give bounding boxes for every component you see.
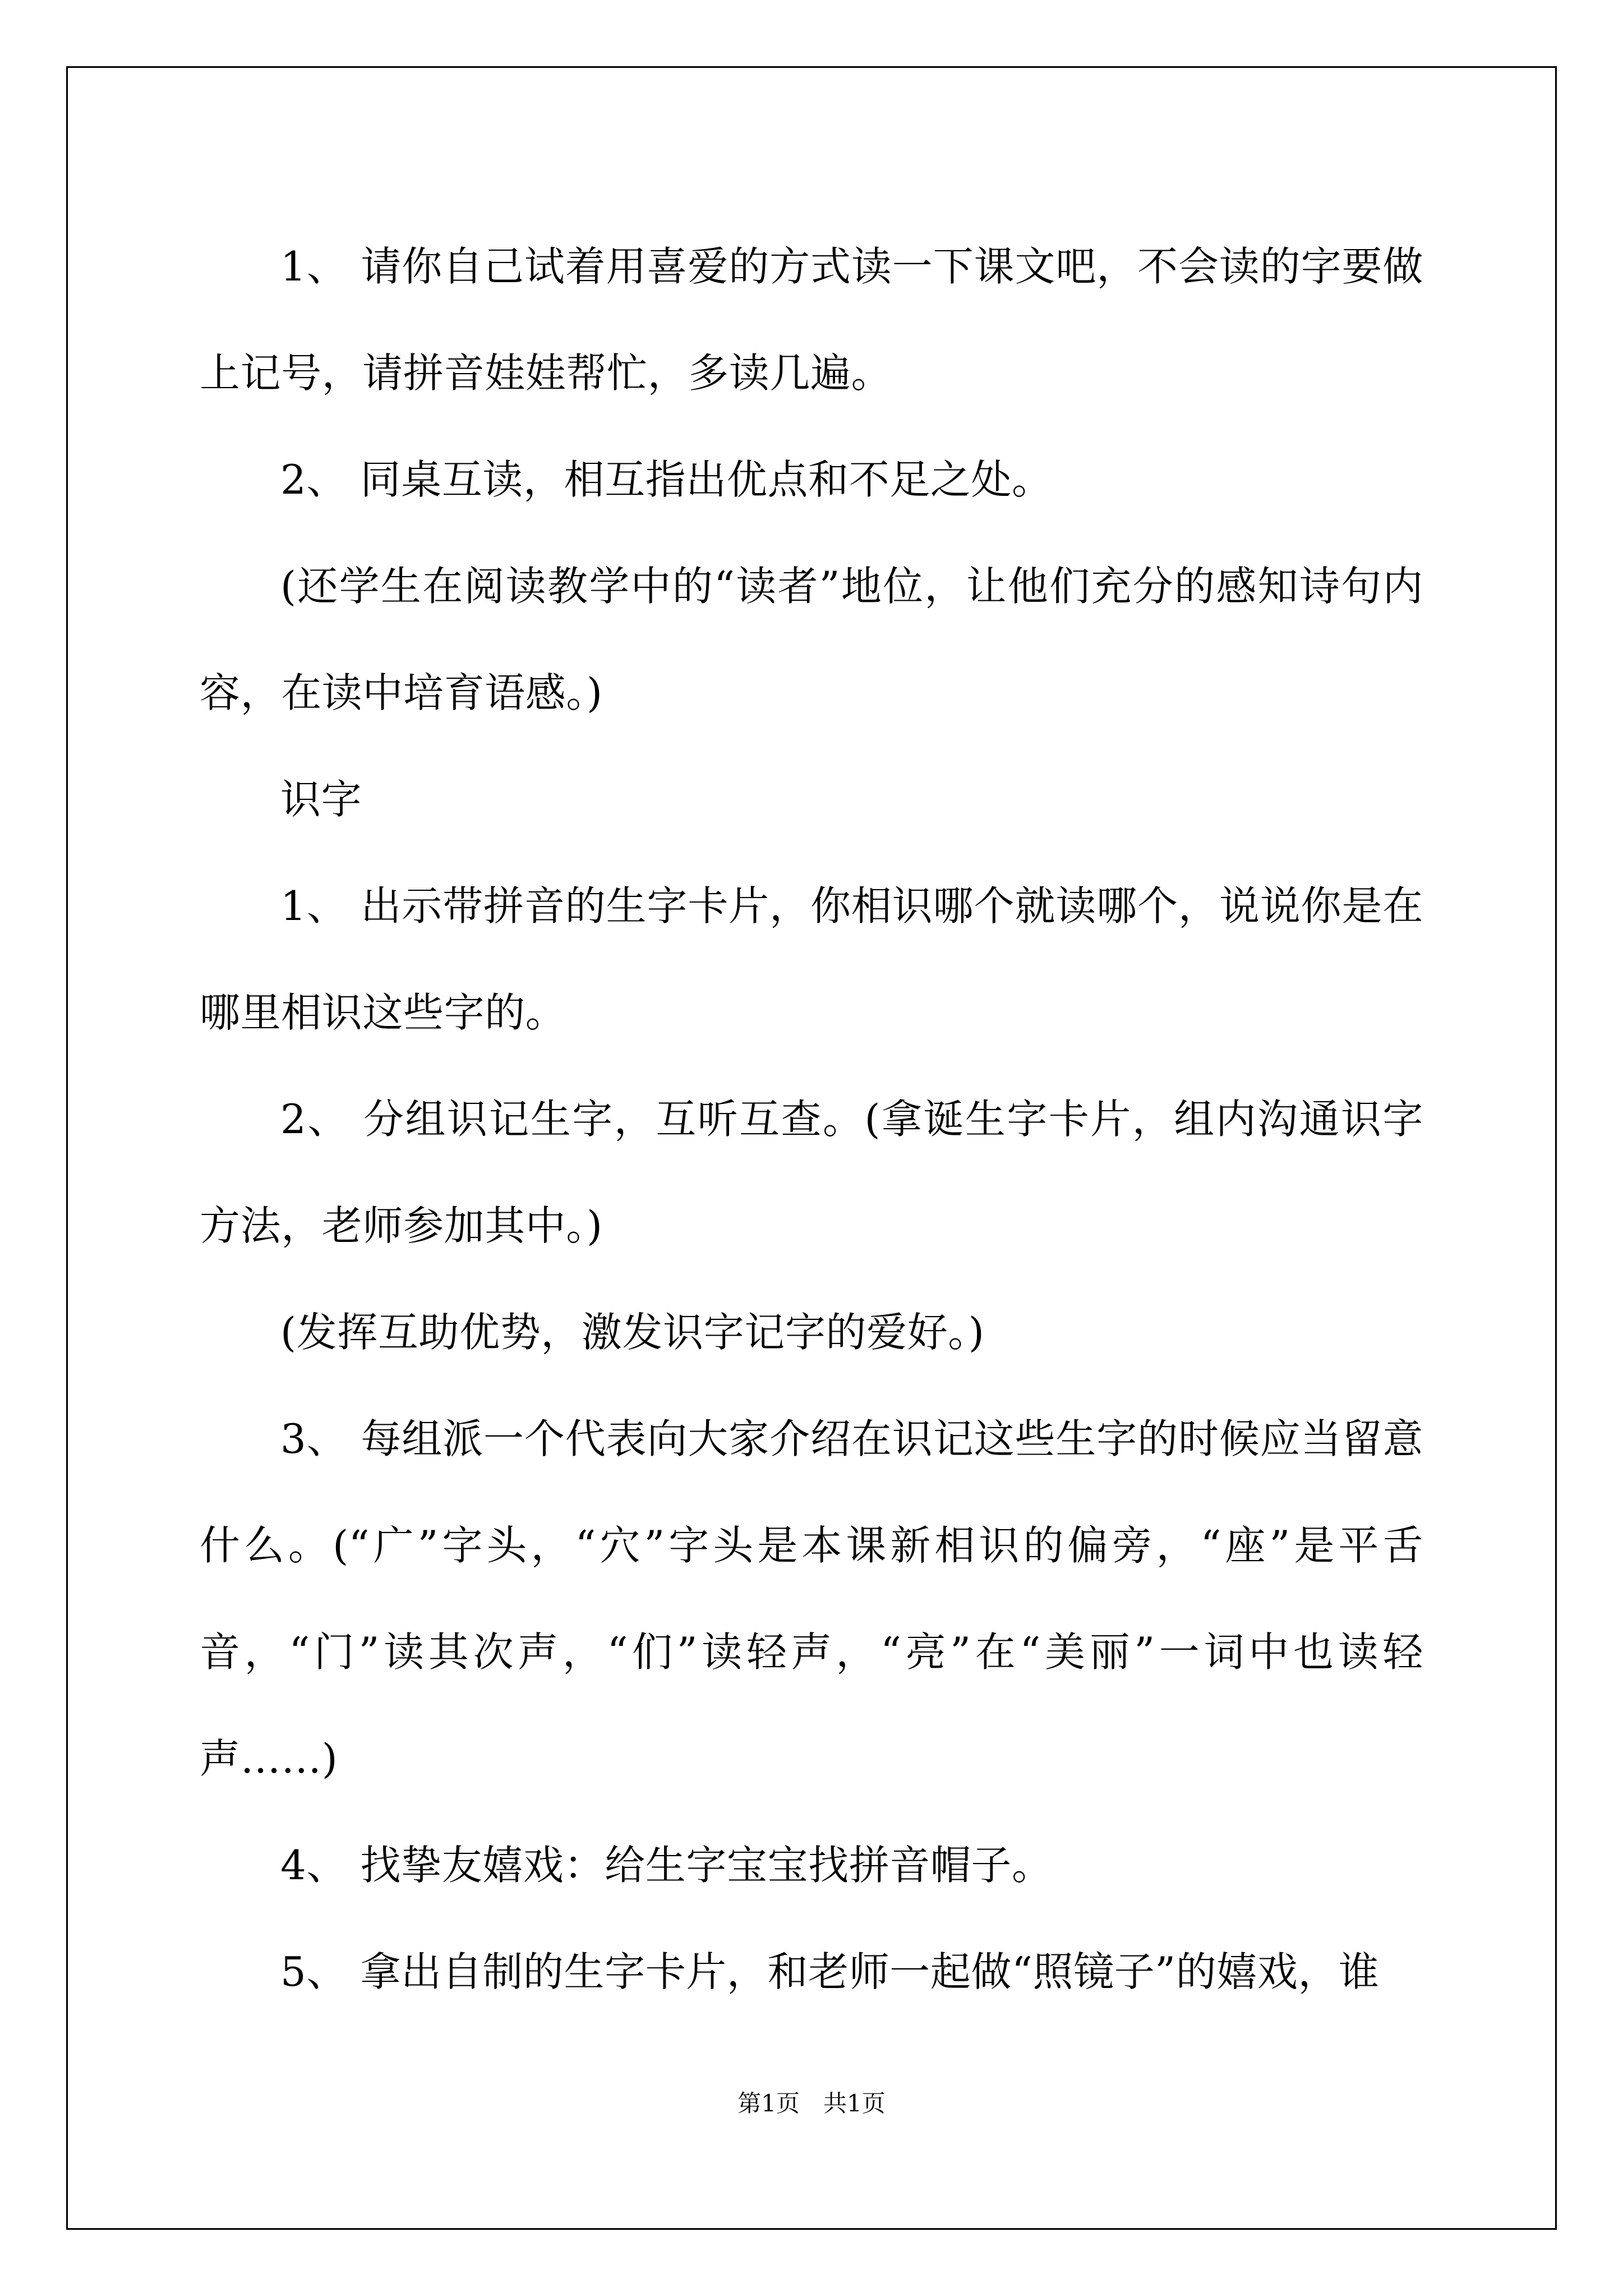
paragraph: 1、 请你自己试着用喜爱的方式读一下课文吧，不会读的字要做上记号，请拼音娃娃帮忙，多读几遍。 [200, 243, 1423, 397]
paragraph: (发挥互助优势，激发识字记字的爱好。) [280, 1309, 985, 1356]
paragraph: 4、 找挚友嬉戏：给生字宝宝找拼音帽子。 [280, 1842, 1053, 1889]
paragraph: 1、 出示带拼音的生字卡片，你相识哪个就读哪个，说说你是在哪里相识这些字的。 [200, 882, 1423, 1036]
paragraph: 2、 同桌互读，相互指出优点和不足之处。 [280, 456, 1053, 503]
paragraph: (还学生在阅读教学中的“读者”地位，让他们充分的感知诗句内容，在读中培育语感。) [200, 563, 1423, 716]
paragraph: 3、 每组派一个代表向大家介绍在识记这些生字的时候应当留意什么。(“广”字头，“穴”字头是本课新相识的偏旁，“座”是平舌音，“门”读其次声，“们”读轻声，“亮”在“美丽”一词中也读轻声……) [200, 1415, 1423, 1782]
document-body [200, 213, 1423, 2025]
paragraph: 2、 分组识记生字，互听互查。(拿诞生字卡片，组内沟通识字方法，老师参加其中。) [200, 1096, 1423, 1249]
page-number-footer: 第1页 共1页 [737, 2090, 886, 2117]
section-heading: 识字 [280, 776, 362, 823]
paragraph: 5、 拿出自制的生字卡片，和老师一起做“照镜子”的嬉戏，谁 [280, 1948, 1380, 1995]
